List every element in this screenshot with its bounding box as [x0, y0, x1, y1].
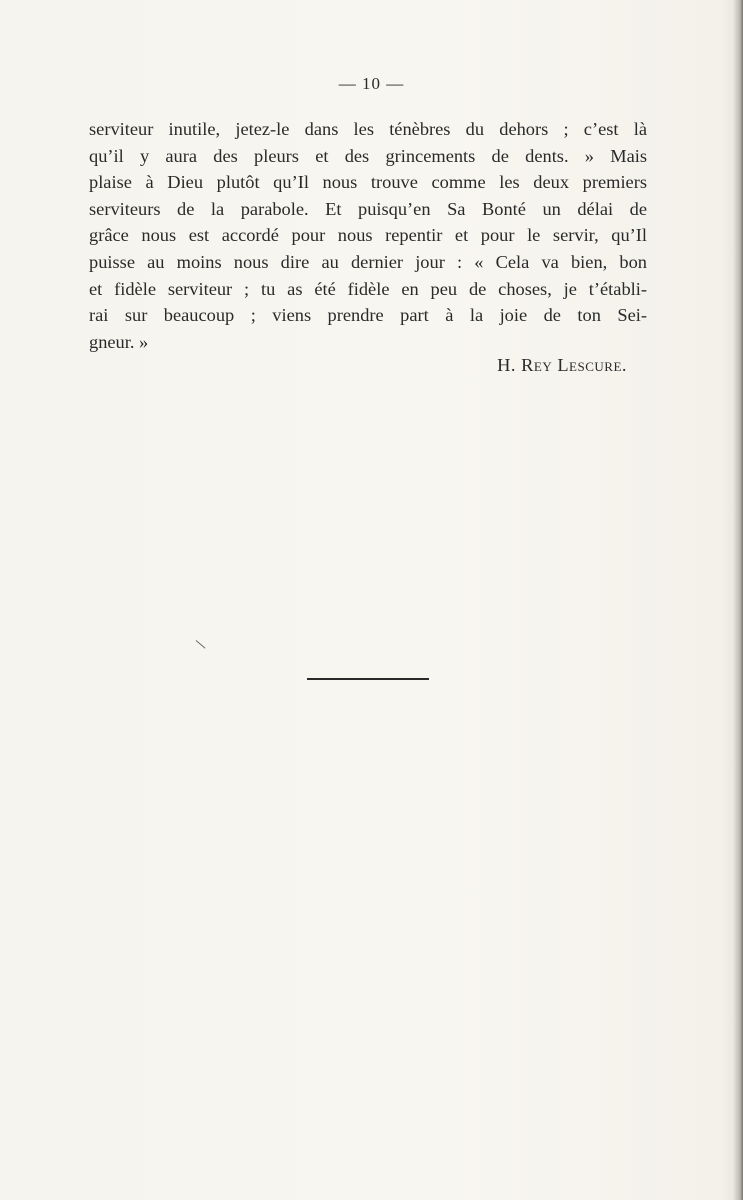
page-edge-shadow — [733, 0, 743, 1200]
text-line: puisse au moins nous dire au dernier jour : « Cela va bien, bon — [89, 251, 647, 272]
text-line: rai sur beaucoup ; viens prendre part à la joie de ton Sei- — [89, 305, 647, 326]
text-line: serviteurs de la parabole. Et puisqu’en Sa Bonté un délai de — [89, 198, 647, 219]
text-line: plaise à Dieu plutôt qu’Il nous trouve comme les deux premiers — [89, 172, 647, 193]
stray-pen-mark — [196, 640, 206, 648]
body-paragraph — [89, 116, 647, 355]
text-line: et fidèle serviteur ; tu as été fidèle en peu de choses, je t’établi- — [89, 278, 647, 299]
text-line: qu’il y aura des pleurs et des grincements de dents. » Mais — [89, 145, 647, 166]
text-line: gneur. » — [89, 331, 149, 352]
page-number: — 10 — — [338, 74, 405, 93]
text-line: grâce nous est accordé pour nous repentir et pour le servir, qu’Il — [89, 225, 647, 246]
author-signature: H. Rey Lescure. — [497, 355, 627, 375]
end-rule-divider — [307, 678, 429, 680]
text-line: serviteur inutile, jetez-le dans les ténèbres du dehors ; c’est là — [89, 119, 647, 139]
